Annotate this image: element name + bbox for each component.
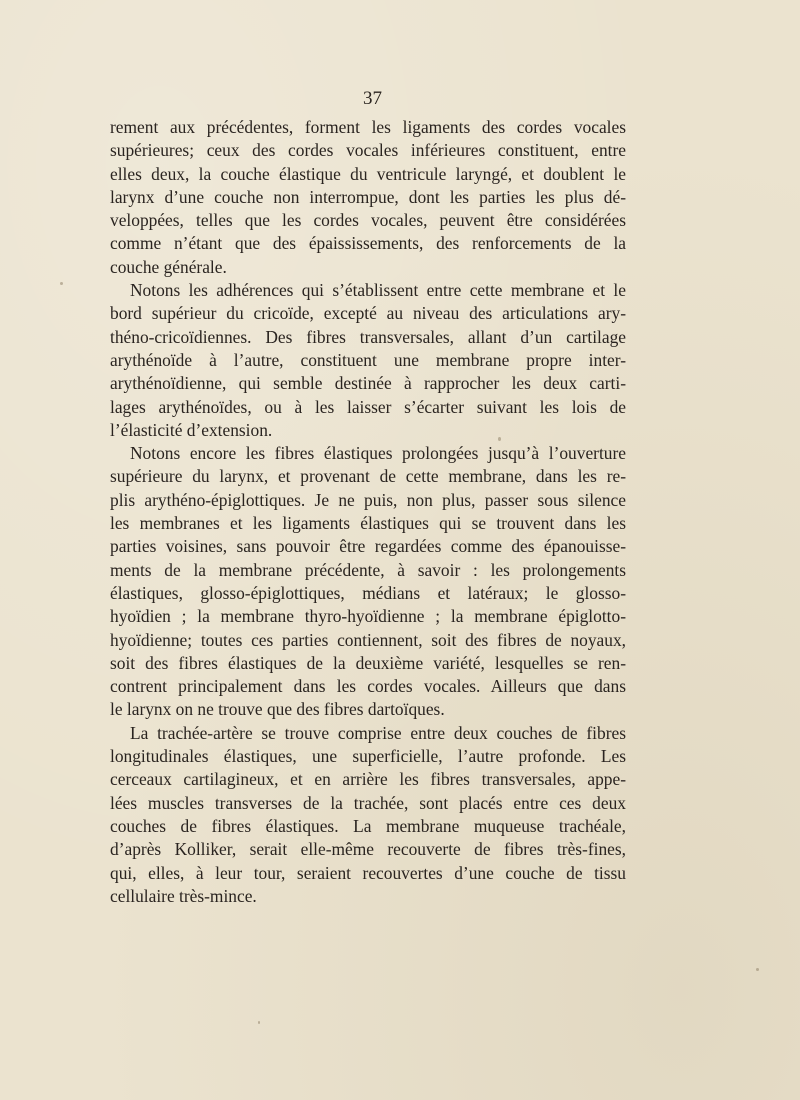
- page-number: 37: [363, 88, 382, 109]
- paper-speck: [756, 968, 759, 971]
- text-line: parties voisines, sans pouvoir être regardées comme des épanouisse-: [110, 536, 626, 557]
- paper-speck: [498, 437, 501, 441]
- text-line: le larynx on ne trouve que des fibres dartoïques.: [110, 699, 445, 720]
- text-line: les membranes et les ligaments élastiques qui se trouvent dans les: [110, 513, 626, 534]
- text-line: La trachée-artère se trouve comprise entre deux couches de fibres: [130, 722, 626, 743]
- text-line: cerceaux cartilagineux, et en arrière les fibres transversales, appe-: [110, 769, 626, 790]
- paper-speck: [258, 1021, 260, 1024]
- body-text: [110, 116, 626, 908]
- text-line: Notons encore les fibres élastiques prolongées jusqu’à l’ouverture: [130, 443, 626, 464]
- text-line: cellulaire très-mince.: [110, 885, 257, 906]
- text-line: rement aux précédentes, forment les ligaments des cordes vocales: [110, 117, 626, 137]
- text-line: supérieures; ceux des cordes vocales inférieures constituent, entre: [110, 140, 626, 161]
- text-line: couche générale.: [110, 256, 227, 277]
- paper-speck: [60, 282, 63, 285]
- text-line: longitudinales élastiques, une superficielle, l’autre profonde. Les: [110, 746, 626, 767]
- text-line: arythénoïde à l’autre, constituent une membrane propre inter-: [110, 349, 626, 370]
- text-line: supérieure du larynx, et provenant de cette membrane, dans les re-: [110, 466, 626, 487]
- text-line: comme n’étant que des épaississements, des renforcements de la: [110, 233, 626, 254]
- text-line: qui, elles, à leur tour, seraient recouvertes d’une couche de tissu: [110, 862, 626, 883]
- text-line: lages arythénoïdes, ou à les laisser s’écarter suivant les lois de: [110, 396, 626, 417]
- text-line: veloppées, telles que les cordes vocales, peuvent être considérées: [110, 210, 626, 231]
- text-line: soit des fibres élastiques de la deuxième variété, lesquelles se ren-: [110, 652, 626, 673]
- text-line: élastiques, glosso-épiglottiques, médians et latéraux; le glosso-: [110, 582, 626, 603]
- text-line: ments de la membrane précédente, à savoir : les prolongements: [110, 559, 626, 580]
- text-line: couches de fibres élastiques. La membrane muqueuse trachéale,: [110, 815, 626, 836]
- text-line: elles deux, la couche élastique du ventricule laryngé, et doublent le: [110, 163, 626, 184]
- text-line: hyoïdienne; toutes ces parties contiennent, soit des fibres de noyaux,: [110, 629, 626, 650]
- text-line: bord supérieur du cricoïde, excepté au niveau des articulations ary-: [110, 303, 626, 324]
- text-line: arythénoïdienne, qui semble destinée à rapprocher les deux carti-: [110, 373, 626, 394]
- text-line: théno-cricoïdiennes. Des fibres transversales, allant d’un cartilage: [110, 326, 626, 347]
- text-line: l’élasticité d’extension.: [110, 419, 273, 440]
- text-line: contrent principalement dans les cordes vocales. Ailleurs que dans: [110, 676, 626, 697]
- text-line: hyoïdien ; la membrane thyro-hyoïdienne ; la membrane épiglotto-: [110, 606, 626, 627]
- text-line: Notons les adhérences qui s’établissent entre cette membrane et le: [130, 280, 626, 301]
- text-line: larynx d’une couche non interrompue, dont les parties les plus dé-: [110, 186, 626, 207]
- text-line: plis arythéno-épiglottiques. Je ne puis, non plus, passer sous silence: [110, 489, 626, 510]
- text-line: d’après Kolliker, serait elle-même recouverte de fibres très-fines,: [110, 839, 626, 860]
- text-line: lées muscles transverses de la trachée, sont placés entre ces deux: [110, 792, 626, 813]
